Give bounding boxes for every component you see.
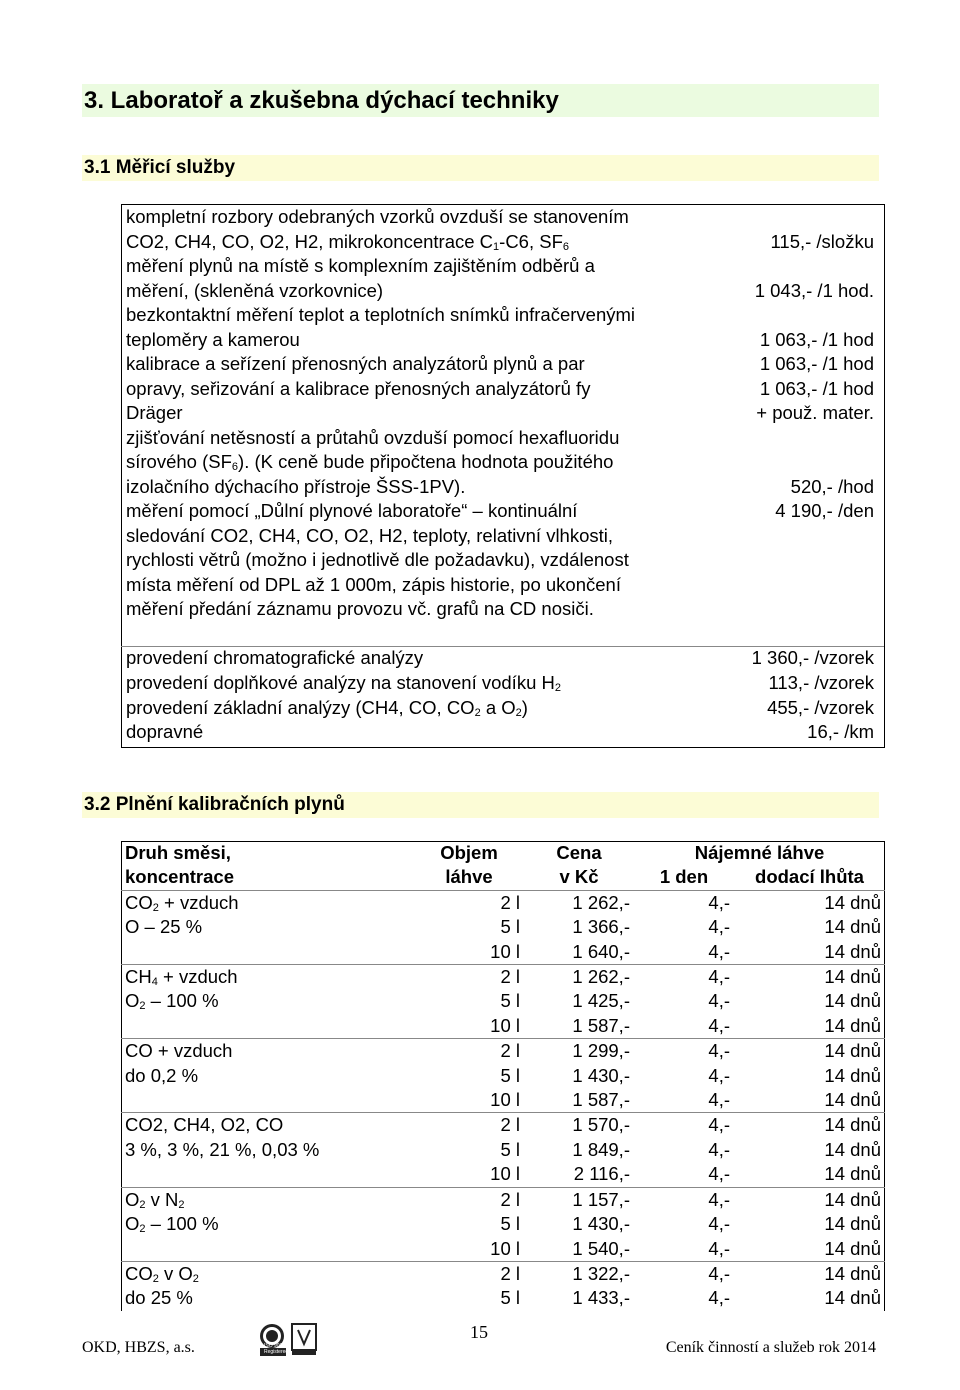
th-concentration: koncentrace: [125, 866, 234, 888]
analysis-price: 16,- /km: [807, 721, 874, 743]
service-price: 1 063,- /1 hod: [759, 377, 874, 399]
gas-mixture: [121, 1014, 414, 1039]
gas-delivery: 14 dnů: [734, 1039, 885, 1064]
gas-delivery: 14 dnů: [824, 1213, 881, 1235]
gas-row: [121, 940, 885, 965]
analysis-label: dopravné: [126, 721, 204, 743]
service-text-line: sírového $(SF_6)$. (K ceně bude připočtena hodnota použitého: [126, 451, 614, 473]
gas-volume: 10 l: [490, 1163, 520, 1185]
gas-mixture: $O_2 - 100$ %: [125, 990, 219, 1013]
gas-row: [121, 1212, 885, 1236]
gas-mixture: CO + vzduch: [121, 1039, 414, 1064]
gas-volume: 5 l: [500, 916, 520, 938]
gas-mixture: O – 25 %: [125, 916, 203, 938]
gas-delivery: 14 dnů: [734, 1113, 885, 1138]
service-text-line: měření plynů na místě s komplexním zajištěním odběrů a: [126, 255, 595, 276]
analysis-price: 1 360,- /vzorek: [751, 647, 874, 668]
service-text-line: měření, (skleněná vzorkovnice): [126, 279, 384, 301]
gas-price: 1 262,-: [524, 890, 634, 915]
service-price: 1 043,- /1 hod.: [754, 279, 874, 301]
gas-volume: 5 l: [500, 990, 520, 1012]
service-price: 115,- /složku: [770, 230, 874, 252]
gas-mixture: $CH_4$ + vzduch: [121, 965, 414, 990]
gas-delivery: 14 dnů: [734, 890, 885, 915]
service-text-line: kompletní rozbory odebraných vzorků ovzduší se stanovením: [126, 206, 629, 227]
gas-price: 1 157,-: [524, 1187, 634, 1212]
gas-volume: 5 l: [500, 1064, 520, 1086]
gas-mixture: $O_2 - 100$ %: [125, 1213, 219, 1236]
gas-rent-day: 4,-: [634, 890, 734, 915]
gas-price: 1 570,-: [524, 1113, 634, 1138]
th-mixture: Druh směsi,: [125, 842, 231, 863]
gas-delivery: 14 dnů: [734, 1187, 885, 1212]
gas-volume: 2 l: [414, 1113, 524, 1138]
service-text-line: zjišťování netěsností a průtahů ovzduší pomocí hexafluoridu: [126, 426, 620, 448]
service-text-line: rychlosti větrů (možno i jednotlivě dle požadavku), vzdálenost: [126, 549, 629, 570]
gas-row: [121, 890, 885, 915]
gas-price: 1 587,-: [572, 1014, 630, 1036]
gas-row: [121, 1088, 885, 1113]
service-text-line: izolačního dýchacího přístroje ŠSS-1PV).: [126, 475, 466, 497]
footer-company: OKD, HBZS, a.s.: [82, 1339, 195, 1356]
service-text-line: sledování CO2, CH4, CO, O2, H2, teploty, relativní vlhkosti,: [126, 524, 614, 546]
gas-row: [121, 1138, 885, 1162]
gas-rent-day: 4,-: [634, 1187, 734, 1212]
gas-volume: 2 l: [414, 1187, 524, 1212]
gas-volume: 2 l: [414, 1039, 524, 1064]
gas-row: [121, 1064, 885, 1088]
gas-row: [121, 965, 885, 990]
analysis-label: provedení základní analýzy (CH4, CO, $CO_2$ a $O_2$): [126, 696, 528, 719]
gas-delivery: 14 dnů: [824, 1064, 881, 1086]
th-price: Cena: [556, 842, 602, 863]
analysis-price: 455,- /vzorek: [767, 696, 874, 718]
gas-delivery: 14 dnů: [824, 916, 881, 938]
gas-rent-day: 4,-: [708, 990, 730, 1012]
gas-mixture: [121, 1088, 414, 1113]
gas-delivery: 14 dnů: [824, 1237, 881, 1259]
gas-price: 1 366,-: [572, 916, 630, 938]
service-price-note: + použ. mater.: [756, 402, 874, 423]
gas-delivery: 14 dnů: [824, 940, 881, 962]
gas-rent-day: 4,-: [634, 1039, 734, 1064]
analysis-price: 113,- /vzorek: [768, 671, 874, 693]
service-price: 4 190,- /den: [775, 500, 874, 521]
gas-price: 1 299,-: [524, 1039, 634, 1064]
gas-row: [121, 1261, 885, 1286]
service-text-line: bezkontaktní měření teplot a teplotních snímků infračervenými: [126, 304, 636, 325]
gas-volume: 5 l: [500, 1287, 520, 1309]
service-text-line: měření pomocí „Důlní plynové laboratoře“ – kontinuální: [126, 500, 578, 521]
gas-row: [121, 1113, 885, 1138]
gas-row: [121, 1286, 885, 1310]
gas-delivery: 14 dnů: [734, 1261, 885, 1286]
gas-delivery: 14 dnů: [824, 1163, 881, 1185]
service-price: 520,- /hod: [790, 475, 874, 497]
gas-price: 1 430,-: [572, 1064, 630, 1086]
gas-volume: 10 l: [490, 1014, 520, 1036]
gas-rent-day: 4,-: [708, 940, 730, 962]
gas-rent-day: 4,-: [708, 1237, 730, 1259]
gas-row: [121, 1237, 885, 1262]
service-text-line: CO2, CH4, CO, O2, H2, mikrokoncentrace $C_1-C6$, $SF_6$: [126, 230, 570, 253]
gas-mixture: do 0,2 %: [125, 1064, 199, 1086]
service-text-line: místa měření od DPL až 1 000m, zápis historie, po ukončení: [126, 573, 621, 595]
gas-price: 1 640,-: [572, 940, 630, 962]
gas-price: 1 540,-: [572, 1237, 630, 1259]
service-price: 1 063,- /1 hod: [759, 328, 874, 350]
service-text-line: Dräger: [126, 402, 183, 423]
page-number: 15: [470, 1322, 488, 1342]
gas-mixture: $CO_2$ + vzduch: [121, 890, 414, 915]
gas-rent-day: 4,-: [708, 1213, 730, 1235]
gas-mixture: [121, 1237, 414, 1262]
gas-delivery: 14 dnů: [824, 990, 881, 1012]
gas-rent-day: 4,-: [708, 1064, 730, 1086]
gas-price: 1 430,-: [572, 1213, 630, 1235]
gas-volume: 5 l: [500, 1138, 520, 1160]
gas-row: [121, 1014, 885, 1039]
footer-title: Ceník činností a služeb rok 2014: [665, 1339, 876, 1356]
gas-price: 1 433,-: [572, 1287, 630, 1309]
gas-volume: 10 l: [490, 1237, 520, 1259]
gas-mixture: [121, 940, 414, 965]
gas-rent-day: 4,-: [708, 1089, 730, 1111]
gas-delivery: 14 dnů: [824, 1138, 881, 1160]
gas-row: [121, 1187, 885, 1212]
service-text-line: měření předání záznamu provozu vč. grafů na CD nosiči.: [126, 598, 594, 619]
gas-delivery: 14 dnů: [824, 1287, 881, 1309]
analysis-label: provedení doplňkové analýzy na stanovení vodíku $H_2$: [126, 671, 561, 694]
gas-mixture: CO2, CH4, O2, CO: [121, 1113, 414, 1138]
gas-rent-day: 4,-: [708, 1138, 730, 1160]
heading-laboratory: 3. Laboratoř a zkušebna dýchací techniky: [82, 84, 879, 117]
service-text-line: opravy, seřizování a kalibrace přenosných analyzátorů fy: [126, 377, 591, 399]
th-rent: Nájemné láhve: [694, 842, 825, 863]
gas-price: 2 116,-: [573, 1163, 630, 1185]
gas-price: 1 262,-: [524, 965, 634, 990]
gas-row: [121, 1162, 885, 1187]
gas-mixture: [121, 1162, 414, 1187]
logo-caption: ISO 9001 Registered: [264, 1343, 289, 1355]
gas-row: [121, 1039, 885, 1064]
gas-rent-day: 4,-: [708, 1163, 730, 1185]
gas-table: [121, 841, 885, 1311]
gas-volume: 5 l: [500, 1213, 520, 1235]
service-text-line: teploměry a kamerou: [126, 328, 300, 350]
service-price: 1 063,- /1 hod: [759, 353, 874, 374]
gas-rent-day: 4,-: [708, 916, 730, 938]
gas-mixture: $CO_2$ v $O_2$: [121, 1261, 414, 1286]
gas-volume: 2 l: [414, 1261, 524, 1286]
gas-delivery: 14 dnů: [824, 1014, 881, 1036]
gas-rent-day: 4,-: [634, 965, 734, 990]
gas-volume: 2 l: [414, 890, 524, 915]
heading-measuring-services: 3.1 Měřicí služby: [82, 155, 879, 181]
gas-volume: 2 l: [414, 965, 524, 990]
gas-price: 1 849,-: [572, 1138, 630, 1160]
gas-rent-day: 4,-: [708, 1287, 730, 1309]
th-one-day: 1 den: [659, 866, 709, 888]
gas-delivery: 14 dnů: [734, 965, 885, 990]
analysis-label: provedení chromatografické analýzy: [126, 647, 424, 668]
th-delivery: dodací lhůta: [755, 866, 864, 888]
gas-volume: 10 l: [490, 1089, 520, 1111]
gas-delivery: 14 dnů: [824, 1089, 881, 1111]
gas-mixture: $O_2$ v $N_2$: [121, 1187, 414, 1212]
gas-rent-day: 4,-: [708, 1014, 730, 1036]
th-czk: v Kč: [559, 866, 599, 888]
service-text-line: kalibrace a seřízení přenosných analyzátorů plynů a par: [126, 353, 585, 374]
gas-price: 1 425,-: [572, 990, 630, 1012]
gas-rent-day: 4,-: [634, 1261, 734, 1286]
gas-row: [121, 989, 885, 1013]
gas-rent-day: 4,-: [634, 1113, 734, 1138]
heading-calibration-gases: 3.2 Plnění kalibračních plynů: [82, 792, 879, 818]
th-bottle: láhve: [445, 866, 493, 888]
gas-price: 1 587,-: [572, 1089, 630, 1111]
gas-row: [121, 915, 885, 939]
gas-mixture: do 25 %: [125, 1287, 193, 1309]
gas-volume: 10 l: [490, 940, 520, 962]
gas-mixture: 3 %, 3 %, 21 %, 0,03 %: [125, 1138, 320, 1160]
gas-price: 1 322,-: [524, 1261, 634, 1286]
th-volume: Objem: [440, 842, 498, 863]
